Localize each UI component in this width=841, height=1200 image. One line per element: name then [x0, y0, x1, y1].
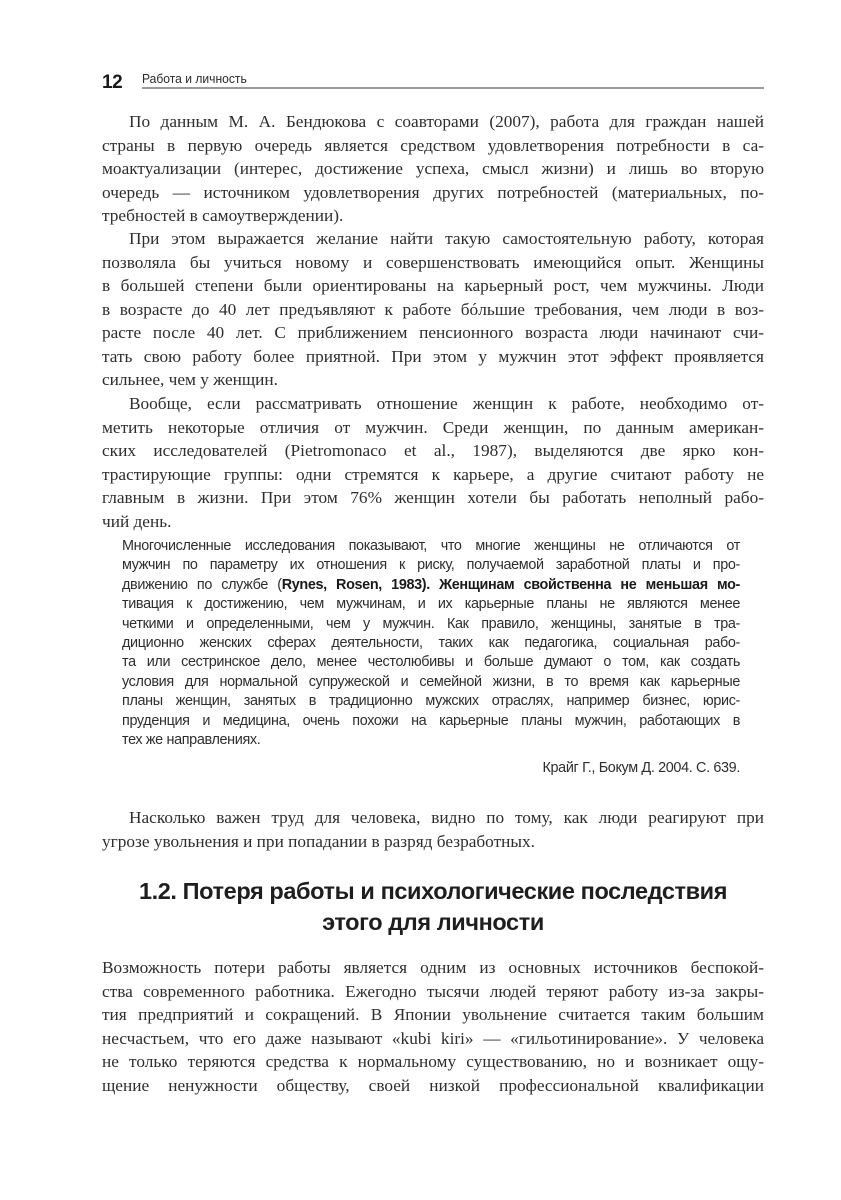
- text-line: главным в жизни. При этом 76% женщин хотели бы работать неполный рабо-: [102, 488, 764, 507]
- text-line: трастирующие группы: одни стремятся к карьере, а другие считают работу не: [102, 464, 764, 484]
- text-line: ских исследователей (Pietromonaco et al., 1987), выделяются две ярко кон-: [102, 441, 764, 460]
- quote-line: мужчин по параметру их отношения к риску, получаемой заработной платы и про-: [122, 557, 740, 574]
- quote-line: Многочисленные исследования показывают, что многие женщины не отличаются от: [122, 538, 740, 554]
- quote-line: [122, 576, 740, 595]
- text-line: метить некоторые отличия от мужчин. Среди женщин, по данным американ-: [102, 417, 764, 437]
- paragraph-5: [102, 956, 764, 1097]
- text-line: позволяла бы учиться новому и совершенствовать имеющийся опыт. Женщины: [102, 252, 764, 272]
- page-header: [102, 70, 764, 92]
- paragraph-4: [102, 806, 764, 853]
- header-rule: [142, 87, 764, 89]
- text-line: сильнее, чем у женщин.: [102, 370, 278, 389]
- text-line: тия предприятий и сокращений. В Японии увольнение считается таким большим: [102, 1005, 764, 1024]
- section-heading: [102, 876, 764, 938]
- quote-line: планы женщин, занятых в традиционно мужских отраслях, например бизнес, юрис-: [122, 693, 740, 710]
- running-title: Работа и личность: [142, 71, 247, 86]
- text-line: Возможность потери работы является одним из основных источников беспокой-: [102, 958, 764, 977]
- quote-line: условия для нормальной супружеской и семейной жизни, в то время как карьерные: [122, 673, 740, 690]
- text-line: угрозе увольнения и при попадании в разряд безработных.: [102, 831, 535, 851]
- text-line: По данным М. А. Бендюкова с соавторами (2007), работа для граждан нашей: [129, 112, 764, 131]
- text-line: в возрасте до 40 лет предъявляют к работе бóльшие требования, чем люди в воз-: [102, 299, 764, 319]
- text-line: не только теряются средства к нормальному существованию, но и возникает ощу-: [102, 1052, 764, 1071]
- text-line: Насколько важен труд для человека, видно по тому, как люди реагируют при: [129, 808, 764, 827]
- quote-line: четкими и определенными, чем у мужчин. Как правило, женщины, занятые в тра-: [122, 615, 740, 632]
- paragraph-2: [102, 227, 764, 392]
- section-heading-line: этого для личности: [322, 909, 544, 935]
- text-line: расте после 40 лет. С приближением пенсионного возраста люди начинают счи-: [102, 323, 764, 342]
- quote-line: тех же направлениях.: [122, 732, 261, 749]
- text-line: в большей степени были ориентированы на карьерный рост, чем мужчины. Люди: [102, 276, 764, 295]
- quote-block: [122, 537, 740, 779]
- text-line: чий день.: [102, 511, 172, 531]
- quote-line: диционно женских сферах деятельности, таких как педагогика, социальная рабо-: [122, 635, 740, 652]
- section-heading-line: 1.2. Потеря работы и психологические последствия: [138, 878, 728, 904]
- paragraph-1: [102, 110, 764, 228]
- quote-line: тивация к достижению, чем мужчинам, и их карьерные планы не являются менее: [122, 596, 740, 613]
- quote-text: движению по службе (: [122, 576, 282, 593]
- text-line: ства современного работника. Ежегодно тысячи людей теряют работу из-за закры-: [102, 981, 764, 1001]
- text-line: требностей в самоутверждении).: [102, 206, 344, 225]
- paragraph-3: [102, 392, 764, 533]
- text-line: страны в первую очередь является средством удовлетворения потребности в са-: [102, 135, 764, 155]
- text-line: Вообще, если рассматривать отношение женщин к работе, необходимо от-: [129, 394, 764, 413]
- quote-source: Крайг Г., Бокум Д. 2004. С. 639.: [542, 760, 740, 777]
- text-line: моактуализации (интерес, достижение успеха, смысл жизни) и лишь во вторую: [102, 159, 764, 178]
- text-line: щение ненужности обществу, своей низкой профессиональной квалификации: [102, 1075, 764, 1095]
- quote-line: та или сестринское дело, менее честолюбивы и больше думают о том, как создать: [122, 654, 740, 671]
- quote-line: пруденция и медицина, очень похожи на карьерные планы мужчин, работающих в: [122, 712, 740, 729]
- page-number: 12: [102, 72, 123, 93]
- quote-emphasis: Rynes, Rosen, 1983). Женщинам свойственна не меньшая мо-: [281, 576, 740, 593]
- text-line: При этом выражается желание найти такую самостоятельную работу, которая: [129, 229, 764, 248]
- text-line: несчастьем, что его даже называют «kubi kiri» — «гильотинирование». У человека: [102, 1028, 764, 1048]
- text-line: тать свою работу более приятной. При этом у мужчин этот эффект проявляется: [102, 346, 764, 366]
- text-line: очередь — источником удовлетворения других потребностей (материальных, по-: [102, 182, 764, 202]
